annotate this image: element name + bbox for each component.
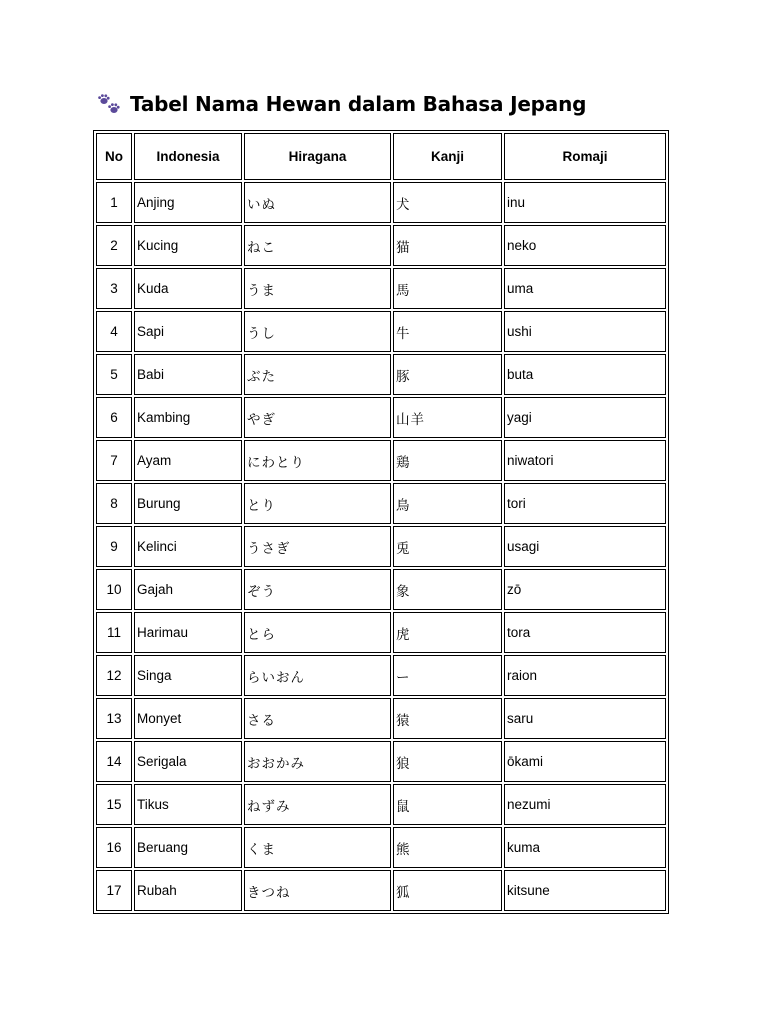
- table-header-row: [96, 133, 666, 180]
- cell-no: 5: [96, 354, 132, 395]
- cell-indonesia: Beruang: [134, 827, 242, 868]
- cell-hiragana: おおかみ: [244, 741, 391, 782]
- cell-romaji: inu: [504, 182, 666, 223]
- cell-kanji: 兎: [393, 526, 502, 567]
- table-row: [96, 483, 666, 524]
- cell-romaji: kitsune: [504, 870, 666, 911]
- cell-indonesia: Sapi: [134, 311, 242, 352]
- cell-romaji: kuma: [504, 827, 666, 868]
- cell-indonesia: Singa: [134, 655, 242, 696]
- table-row: [96, 698, 666, 739]
- cell-romaji: yagi: [504, 397, 666, 438]
- table-row: [96, 397, 666, 438]
- cell-no: 6: [96, 397, 132, 438]
- table-row: [96, 655, 666, 696]
- cell-no: 12: [96, 655, 132, 696]
- cell-no: 4: [96, 311, 132, 352]
- cell-romaji: ōkami: [504, 741, 666, 782]
- cell-indonesia: Babi: [134, 354, 242, 395]
- cell-kanji: 虎: [393, 612, 502, 653]
- cell-hiragana: ぞう: [244, 569, 391, 610]
- cell-kanji: 猿: [393, 698, 502, 739]
- cell-no: 17: [96, 870, 132, 911]
- cell-romaji: nezumi: [504, 784, 666, 825]
- cell-indonesia: Gajah: [134, 569, 242, 610]
- cell-no: 3: [96, 268, 132, 309]
- cell-indonesia: Rubah: [134, 870, 242, 911]
- cell-hiragana: ぶた: [244, 354, 391, 395]
- cell-romaji: neko: [504, 225, 666, 266]
- table-row: [96, 741, 666, 782]
- cell-hiragana: にわとり: [244, 440, 391, 481]
- cell-hiragana: うま: [244, 268, 391, 309]
- cell-romaji: usagi: [504, 526, 666, 567]
- cell-kanji: 鶏: [393, 440, 502, 481]
- cell-romaji: zō: [504, 569, 666, 610]
- cell-no: 14: [96, 741, 132, 782]
- animal-names-table: [93, 130, 669, 914]
- cell-no: 13: [96, 698, 132, 739]
- cell-hiragana: さる: [244, 698, 391, 739]
- column-header-indonesia: Indonesia: [134, 133, 242, 180]
- cell-kanji: 鼠: [393, 784, 502, 825]
- column-header-kanji: Kanji: [393, 133, 502, 180]
- cell-kanji: 象: [393, 569, 502, 610]
- table-row: [96, 612, 666, 653]
- cell-indonesia: Harimau: [134, 612, 242, 653]
- cell-hiragana: うし: [244, 311, 391, 352]
- table-row: [96, 526, 666, 567]
- cell-indonesia: Ayam: [134, 440, 242, 481]
- column-header-hiragana: Hiragana: [244, 133, 391, 180]
- cell-indonesia: Kuda: [134, 268, 242, 309]
- cell-no: 1: [96, 182, 132, 223]
- column-header-no: No: [96, 133, 132, 180]
- cell-no: 8: [96, 483, 132, 524]
- cell-indonesia: Burung: [134, 483, 242, 524]
- cell-kanji: 狼: [393, 741, 502, 782]
- document-header: [96, 90, 586, 118]
- table-row: [96, 268, 666, 309]
- cell-hiragana: うさぎ: [244, 526, 391, 567]
- cell-kanji: 豚: [393, 354, 502, 395]
- cell-indonesia: Anjing: [134, 182, 242, 223]
- cell-hiragana: ねこ: [244, 225, 391, 266]
- cell-no: 16: [96, 827, 132, 868]
- cell-romaji: tori: [504, 483, 666, 524]
- cell-kanji: 熊: [393, 827, 502, 868]
- cell-kanji: ー: [393, 655, 502, 696]
- cell-indonesia: Kucing: [134, 225, 242, 266]
- table-row: [96, 870, 666, 911]
- cell-indonesia: Monyet: [134, 698, 242, 739]
- cell-romaji: niwatori: [504, 440, 666, 481]
- cell-romaji: saru: [504, 698, 666, 739]
- paw-prints-icon: [96, 92, 122, 116]
- cell-indonesia: Serigala: [134, 741, 242, 782]
- cell-no: 9: [96, 526, 132, 567]
- cell-hiragana: らいおん: [244, 655, 391, 696]
- cell-indonesia: Tikus: [134, 784, 242, 825]
- cell-indonesia: Kelinci: [134, 526, 242, 567]
- cell-kanji: 犬: [393, 182, 502, 223]
- table-row: [96, 354, 666, 395]
- table-row: [96, 784, 666, 825]
- table-row: [96, 827, 666, 868]
- table-row: [96, 440, 666, 481]
- cell-indonesia: Kambing: [134, 397, 242, 438]
- document-title: Tabel Nama Hewan dalam Bahasa Jepang: [130, 92, 587, 116]
- table-row: [96, 182, 666, 223]
- cell-romaji: tora: [504, 612, 666, 653]
- cell-no: 11: [96, 612, 132, 653]
- table-row: [96, 225, 666, 266]
- cell-hiragana: くま: [244, 827, 391, 868]
- cell-hiragana: きつね: [244, 870, 391, 911]
- cell-hiragana: やぎ: [244, 397, 391, 438]
- cell-kanji: 猫: [393, 225, 502, 266]
- cell-hiragana: ねずみ: [244, 784, 391, 825]
- cell-romaji: ushi: [504, 311, 666, 352]
- cell-romaji: raion: [504, 655, 666, 696]
- cell-romaji: buta: [504, 354, 666, 395]
- table-body: [96, 182, 666, 911]
- cell-hiragana: いぬ: [244, 182, 391, 223]
- cell-kanji: 山羊: [393, 397, 502, 438]
- column-header-romaji: Romaji: [504, 133, 666, 180]
- cell-no: 10: [96, 569, 132, 610]
- cell-kanji: 狐: [393, 870, 502, 911]
- table-row: [96, 311, 666, 352]
- cell-no: 15: [96, 784, 132, 825]
- cell-no: 2: [96, 225, 132, 266]
- cell-kanji: 馬: [393, 268, 502, 309]
- cell-kanji: 鳥: [393, 483, 502, 524]
- table-row: [96, 569, 666, 610]
- cell-kanji: 牛: [393, 311, 502, 352]
- cell-romaji: uma: [504, 268, 666, 309]
- cell-no: 7: [96, 440, 132, 481]
- cell-hiragana: とら: [244, 612, 391, 653]
- cell-hiragana: とり: [244, 483, 391, 524]
